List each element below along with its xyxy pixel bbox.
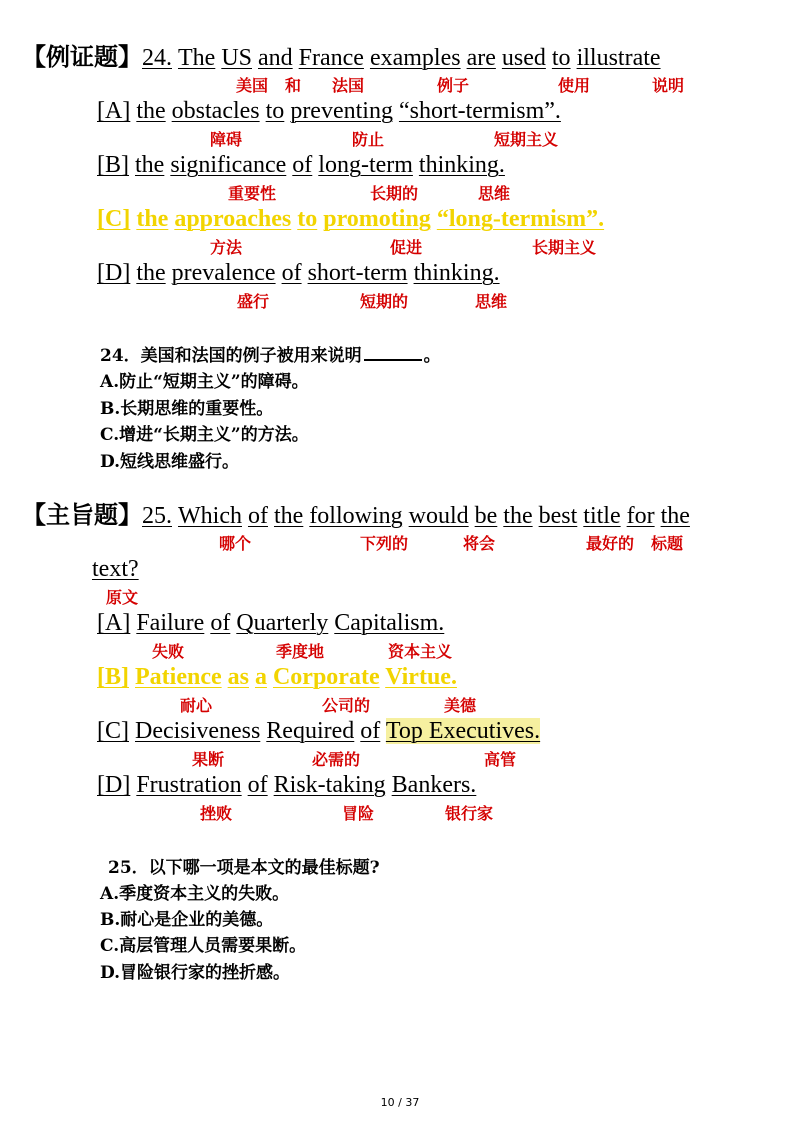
gloss: 银行家 xyxy=(445,804,494,823)
option-word: preventing xyxy=(290,98,393,124)
q24-zh-question: 24．美国和法国的例子被用来说明 。 xyxy=(100,346,441,366)
option-word: to xyxy=(265,98,285,124)
q25-stem-word: would xyxy=(408,503,469,529)
gloss: 果断 xyxy=(192,750,225,769)
q25-tag: 【主旨题】 xyxy=(22,501,142,529)
q24-stem-word: and xyxy=(258,45,293,71)
answer-blank xyxy=(364,345,422,361)
q25-stem-word: following xyxy=(309,503,403,529)
page-total: 37 xyxy=(405,1096,420,1109)
gloss: 说明 xyxy=(652,76,685,95)
gloss: 和 xyxy=(285,76,302,95)
q24-stem-word: examples xyxy=(369,45,461,71)
option-word: the xyxy=(136,206,169,232)
option-word: Required xyxy=(266,718,355,744)
option-letter: [C] xyxy=(97,206,131,232)
q24-option-c-answer xyxy=(97,204,604,234)
q25-stem-word: text? xyxy=(92,556,139,582)
gloss: 思维 xyxy=(478,184,511,203)
gloss: 长期的 xyxy=(370,184,419,203)
gloss: 防止 xyxy=(352,130,385,149)
gloss: 冒险 xyxy=(342,804,375,823)
gloss: 原文 xyxy=(106,588,139,607)
q24-stem-word: 24. xyxy=(142,45,172,71)
gloss: 美德 xyxy=(444,696,477,715)
option-word: Frustration xyxy=(136,772,242,798)
q24-zh-option: D.短线思维盛行。 xyxy=(100,452,240,472)
option-word: Risk-taking xyxy=(273,772,386,798)
gloss: 必需的 xyxy=(312,750,361,769)
option-word: “short-termism”. xyxy=(398,98,561,124)
gloss: 挫败 xyxy=(200,804,233,823)
option-letter: [D] xyxy=(97,260,131,286)
option-word: of xyxy=(292,152,313,178)
gloss: 法国 xyxy=(332,76,365,95)
q25-stem-word: the xyxy=(273,503,304,529)
option-word: Bankers. xyxy=(391,772,477,798)
q24-option-a xyxy=(97,96,561,126)
option-word: Capitalism. xyxy=(334,610,445,636)
option-word: promoting xyxy=(323,206,431,232)
q25-zh-question: 25．以下哪一项是本文的最佳标题? xyxy=(108,858,380,878)
option-letter: [C] xyxy=(97,718,129,744)
q24-tag: 【例证题】 xyxy=(22,43,142,71)
page-footer xyxy=(0,1096,800,1109)
q25-stem-word: the xyxy=(660,503,690,529)
q24-stem-word: to xyxy=(551,45,571,71)
gloss: 障碍 xyxy=(210,130,243,149)
option-word: a xyxy=(254,664,267,690)
q25-option-b-answer xyxy=(97,662,457,692)
q25-stem-word: for xyxy=(626,503,655,529)
option-word: Virtue. xyxy=(385,664,457,690)
option-word: to xyxy=(297,206,318,232)
gloss: 长期主义 xyxy=(532,238,597,257)
gloss: 资本主义 xyxy=(388,642,453,661)
option-word-highlighted: Top Executives. xyxy=(385,718,541,744)
option-word: approaches xyxy=(174,206,292,232)
option-word: of xyxy=(360,718,381,744)
q24-stem-word: France xyxy=(298,45,364,71)
option-word: the xyxy=(136,98,166,124)
gloss: 美国 xyxy=(236,76,269,95)
q25-stem-word: best xyxy=(538,503,578,529)
option-word: prevalence xyxy=(171,260,276,286)
q24-zh-option: C.增进“长期主义”的方法。 xyxy=(100,425,309,445)
q25-option-a xyxy=(97,608,444,638)
q25-zh-option: C.高层管理人员需要果断。 xyxy=(100,936,307,956)
q25-stem-word: the xyxy=(503,503,533,529)
gloss: 盛行 xyxy=(237,292,270,311)
gloss: 耐心 xyxy=(180,696,213,715)
q24-stem-word: used xyxy=(501,45,546,71)
q25-zh-option: B.耐心是企业的美德。 xyxy=(100,910,274,930)
q25-option-d xyxy=(97,770,476,800)
q24-option-b xyxy=(97,150,505,180)
option-word: Failure xyxy=(136,610,205,636)
gloss: 短期主义 xyxy=(494,130,559,149)
option-letter: [B] xyxy=(97,664,129,690)
gloss: 将会 xyxy=(463,534,496,553)
gloss: 高管 xyxy=(484,750,517,769)
q25-stem xyxy=(22,500,690,531)
q24-stem xyxy=(22,42,661,73)
q24-zh-option: A.防止“短期主义”的障碍。 xyxy=(100,372,309,392)
option-word: long-term xyxy=(318,152,413,178)
gloss: 下列的 xyxy=(360,534,409,553)
page-separator: / xyxy=(398,1096,402,1109)
option-word: thinking. xyxy=(413,260,500,286)
gloss: 公司的 xyxy=(322,696,371,715)
q25-stem-word: Which xyxy=(178,503,242,529)
option-word: obstacles xyxy=(171,98,260,124)
gloss: 失败 xyxy=(152,642,185,661)
q25-stem-word: of xyxy=(247,503,268,529)
q25-stem-word: be xyxy=(474,503,498,529)
option-letter: [B] xyxy=(97,152,129,178)
option-word: “long-termism”. xyxy=(436,206,605,232)
gloss: 使用 xyxy=(558,76,591,95)
option-word: Decisiveness xyxy=(135,718,261,744)
option-word: of xyxy=(247,772,268,798)
option-letter: [D] xyxy=(97,772,131,798)
gloss: 促进 xyxy=(390,238,423,257)
option-word: the xyxy=(135,152,165,178)
gloss: 思维 xyxy=(475,292,508,311)
q25-option-c xyxy=(97,716,540,746)
option-word: Quarterly xyxy=(236,610,329,636)
option-word: Corporate xyxy=(272,664,380,690)
option-word: thinking. xyxy=(418,152,505,178)
option-word: of xyxy=(210,610,231,636)
option-letter: [A] xyxy=(97,610,131,636)
option-word: the xyxy=(136,260,166,286)
option-word: Patience xyxy=(135,664,222,690)
q24-option-d xyxy=(97,258,500,288)
option-word: of xyxy=(281,260,302,286)
q25-zh-option: A.季度资本主义的失败。 xyxy=(100,884,290,904)
gloss: 短期的 xyxy=(360,292,409,311)
q24-stem-word: The xyxy=(178,45,216,71)
gloss: 哪个 xyxy=(219,534,252,553)
q25-stem-word: 25. xyxy=(142,503,172,529)
q25-zh-option: D.冒险银行家的挫折感。 xyxy=(100,963,291,983)
option-word: as xyxy=(227,664,249,690)
q24-zh-option: B.长期思维的重要性。 xyxy=(100,399,274,419)
option-word: short-term xyxy=(307,260,408,286)
gloss: 最好的 xyxy=(586,534,635,553)
q24-stem-word: are xyxy=(466,45,496,71)
gloss: 重要性 xyxy=(228,184,277,203)
q25-stem-word: title xyxy=(583,503,621,529)
gloss: 方法 xyxy=(210,238,243,257)
gloss: 标题 xyxy=(651,534,684,553)
option-word: significance xyxy=(170,152,287,178)
gloss: 季度地 xyxy=(276,642,325,661)
q25-stem-line2 xyxy=(92,554,139,584)
page-number: 10 xyxy=(380,1096,395,1109)
q24-stem-word: US xyxy=(221,45,252,71)
gloss: 例子 xyxy=(437,76,470,95)
q24-stem-word: illustrate xyxy=(576,45,661,71)
option-letter: [A] xyxy=(97,98,131,124)
